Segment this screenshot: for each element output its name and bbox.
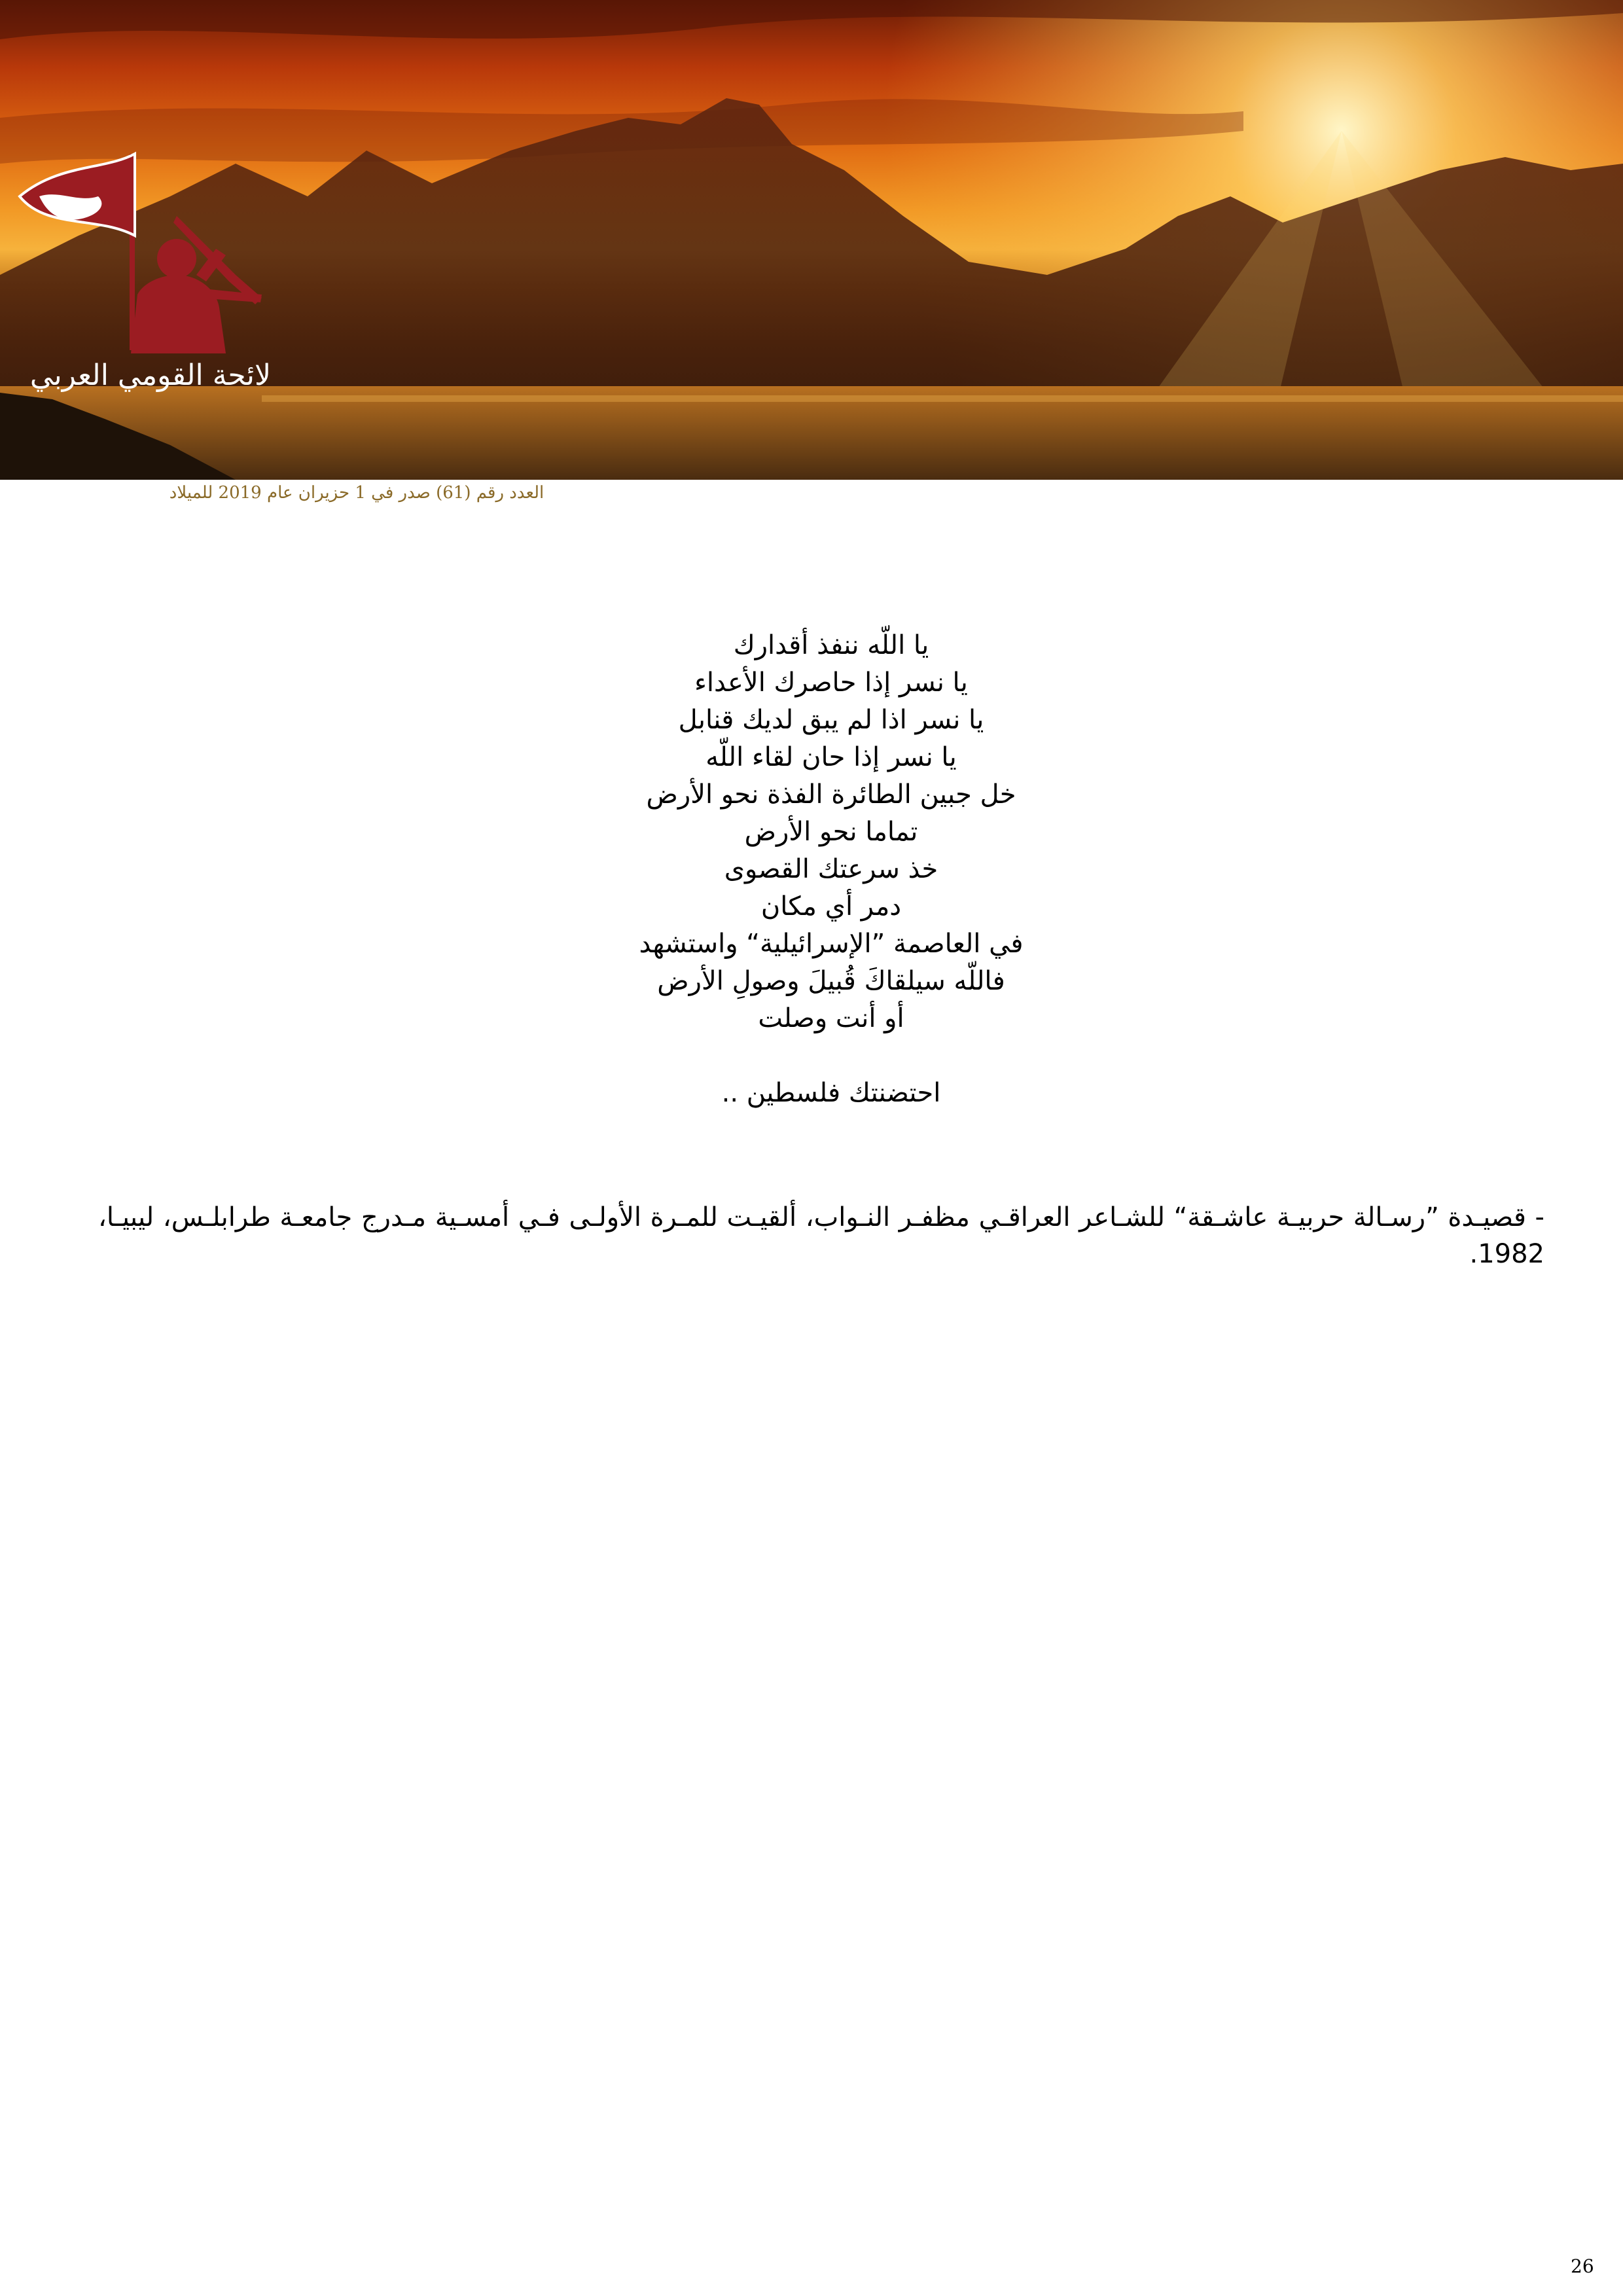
poem-line: فاللّه سيلقاكَ قُبيلَ وصولِ الأرض bbox=[657, 966, 1005, 996]
poem-line: يا نسر إذا حاصرك الأعداء bbox=[694, 668, 968, 698]
page-number: 26 bbox=[1571, 2255, 1594, 2277]
poem-line: خذ سرعتك القصوى bbox=[724, 854, 938, 884]
poem-source-note: - قصيـدة ”رسـالة حربيـة عاشـقة“ للشـاعر العراقـي مظفـر النـواب، ألقيـت للمـرة الأولـى فـي أمسـية مـدرج جامعـة طرابلـس، ليبيـا، 1982. bbox=[98, 1202, 1544, 1269]
header-banner bbox=[0, 0, 1623, 480]
poem-line: في العاصمة ”الإسرائيلية“ واستشهد bbox=[639, 929, 1024, 959]
poem-line: يا اللّه ننفذ أقدارك bbox=[733, 630, 929, 660]
sunset-mountains-image bbox=[0, 0, 1623, 480]
issue-line: العدد رقم (61) صدر في 1 حزيران عام 2019 للميلاد bbox=[169, 483, 544, 503]
poem-line: أو أنت وصلت bbox=[758, 1003, 904, 1033]
poem-line: تماما نحو الأرض bbox=[744, 817, 918, 847]
poem-line: دمر أي مكان bbox=[760, 891, 902, 922]
poem bbox=[497, 627, 1165, 1112]
logo-text: لائحة القومي العربي bbox=[29, 359, 272, 392]
poem-line: يا نسر إذا حان لقاء اللّه bbox=[705, 742, 957, 772]
poem-closing-line: احتضنتك فلسطين .. bbox=[721, 1078, 941, 1108]
poem-line: خل جبين الطائرة الفذة نحو الأرض bbox=[646, 780, 1016, 810]
poem-line: يا نسر اذا لم يبق لديك قنابل bbox=[678, 705, 984, 735]
